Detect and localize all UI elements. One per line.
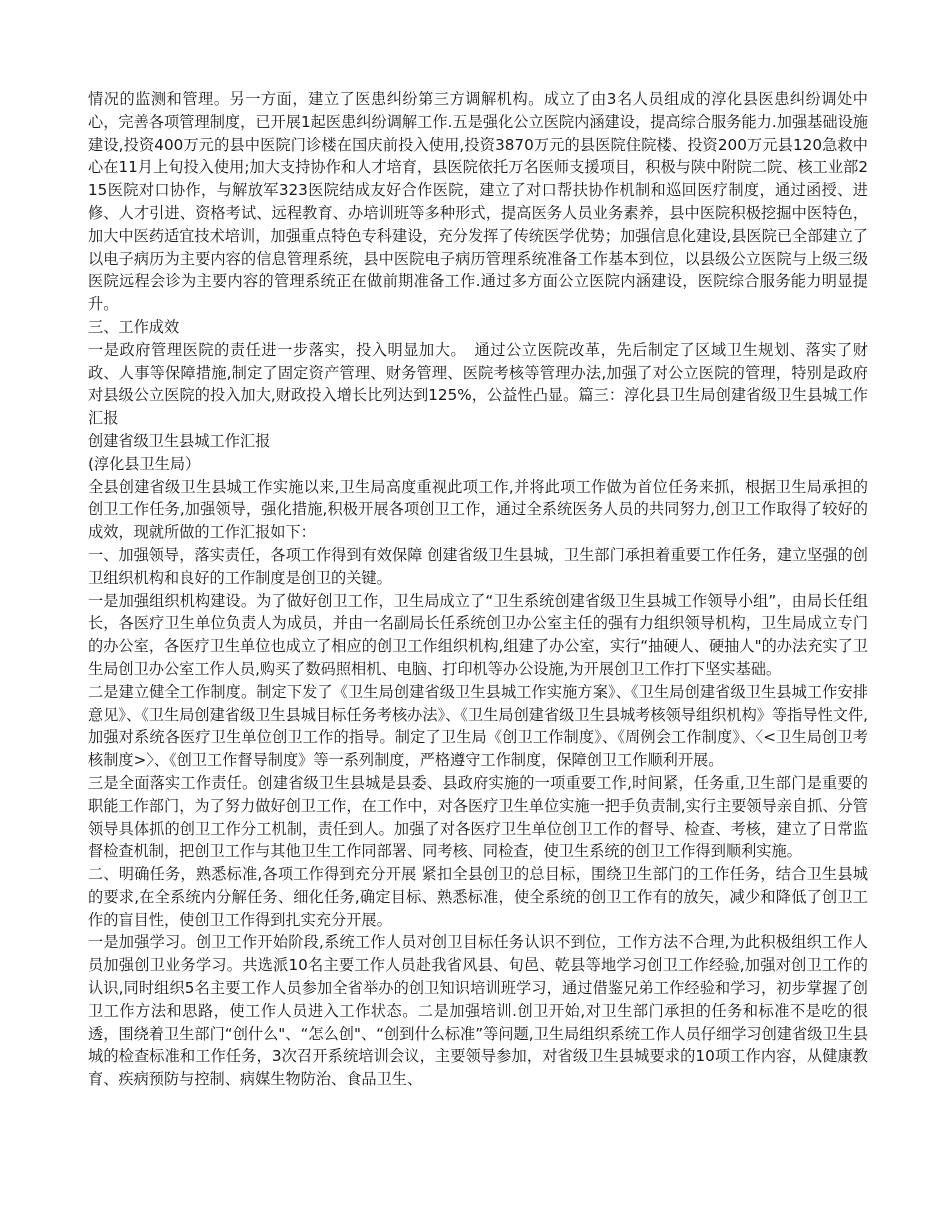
body-paragraph: 一是加强组织机构建设。为了做好创卫工作，卫生局成立了“卫生系统创建省级卫生县城工作领导小组”，由局长任组长，各医疗卫生单位负责人为成员，并由一名副局长任系统创卫办公室主任的强有力组织领导机构，卫生局成立专门的办公室，各医疗卫生单位也成立了相应的创卫工作组织机构,组建了办公室，实行“抽硬人、硬抽人"的办法充实了卫生局创卫办公室工作人员,购买了数码照相机、电脑、打印机等办公设施,为开展创卫工作打下坚实基础。 bbox=[88, 591, 868, 678]
body-paragraph: 一是加强学习。创卫工作开始阶段,系统工作人员对创卫目标任务认识不到位，工作方法不合理,为此积极组织工作人员加强创卫业务学习。共选派10名主要工作人员赴我省风县、旬邑、乾县等地学习创卫工作经验,加强对创卫工作的认识,同时组织5名主要工作人员参加全省举办的创卫知识培训班学习，通过借鉴兄弟工作经验和学习，初步掌握了创卫工作方法和思路，使工作人员进入工作状态。二是加强培训.创卫开始,对卫生部门承担的任务和标准不是吃的很透，围绕着卫生部门“创什么"、“怎么创"、“创到什么标准”等问题,卫生局组织系统工作人员仔细学习创建省级卫生县城的检查标准和工作任务，3次召开系统培训会议，主要领导参加，对省级卫生县城要求的10项工作内容，从健康教育、疾病预防与控制、病媒生物防治、食品卫生、 bbox=[88, 933, 868, 1089]
body-paragraph: 二是建立健全工作制度。制定下发了《卫生局创建省级卫生县城工作实施方案》、《卫生局创建省级卫生县城工作安排意见》、《卫生局创建省级卫生县城目标任务考核办法》、《卫生局创建省级卫生县城考核领导组织机构》等指导性文件,加强对系统各医疗卫生单位创卫工作的指导。制定了卫生局《创卫工作制度》、《周例会工作制度》、〈<卫生局创卫考核制度>〉、《创卫工作督导制度》等一系列制度，严格遵守工作制度，保障创卫工作顺利开展。 bbox=[88, 682, 868, 770]
body-paragraph: 三是全面落实工作责任。创建省级卫生县城是县委、县政府实施的一项重要工作,时间紧，任务重,卫生部门是重要的职能工作部门，为了努力做好创卫工作，在工作中，对各医疗卫生单位实施一把手负责制,实行主要领导亲自抓、分管领导具体抓的创卫工作分工机制，责任到人。加强了对各医疗卫生单位创卫工作的督导、检查、考核，建立了日常监督检查机制，把创卫工作与其他卫生工作同部署、同考核、同检查，使卫生系统的创卫工作得到顺利实施。 bbox=[88, 773, 868, 861]
report-title: 创建省级卫生县城工作汇报 bbox=[88, 431, 271, 450]
section-heading-paragraph: 二、明确任务，熟悉标准,各项工作得到充分开展 紧扣全县创卫的总目标，围绕卫生部门的工作任务，结合卫生县城的要求,在全系统内分解任务、细化任务,确定目标、熟悉标准，使全系统的创卫工作有的放矢，减少和降低了创卫工作的盲目性，使创卫工作得到扎实充分开展。 bbox=[88, 865, 868, 929]
body-paragraph: 全县创建省级卫生县城工作实施以来,卫生局高度重视此项工作,并将此项工作做为首位任务来抓，根据卫生局承担的创卫工作任务,加强领导，强化措施,积极开展各项创卫工作，通过全系统医务人员的共同努力,创卫工作取得了较好的成效，现就所做的工作汇报如下： bbox=[88, 477, 868, 542]
body-paragraph: 一是政府管理医院的责任进一步落实，投入明显加大。 通过公立医院改革，先后制定了区域卫生规划、落实了财政、人事等保障措施,制定了固定资产管理、财务管理、医院考核等管理办法,加强了对公立医院的管理，特别是政府对县级公立医院的投入加大,财政投入增长比列达到125%，公益性凸显。篇三：淳化县卫生局创建省级卫生县城工作汇报 bbox=[88, 340, 868, 428]
body-paragraph: 情况的监测和管理。另一方面，建立了医患纠纷第三方调解机构。成立了由3名人员组成的淳化县医患纠纷调处中心，完善各项管理制度，已开展1起医患纠纷调解工作.五是强化公立医院内涵建设，提高综合服务能力.加强基础设施建设,投资400万元的县中医院门诊楼在国庆前投入使用,投资3870万元的县医院住院楼、投资200万元县120急救中心在11月上旬投入使用;加大支持协作和人才培育，县医院依托万名医师支援项目，积极与陕中附院二院、核工业部215医院对口协作，与解放军323医院结成友好合作医院，建立了对口帮扶协作机制和巡回医疗制度，通过函授、进修、人才引进、资格考试、远程教育、办培训班等多种形式，提高医务人员业务素养，县中医院积极挖掘中医特色，加大中医药适宜技术培训，加强重点特色专科建设，充分发挥了传统医学优势；加强信息化建设,县医院已全部建立了以电子病历为主要内容的信息管理系统，县中医院电子病历管理系统准备工作基本到位，以县级公立医院与上级三级医院远程会诊为主要内容的管理系统正在做前期准备工作.通过多方面公立医院内涵建设，医院综合服务能力明显提升。 bbox=[88, 90, 868, 314]
document-page bbox=[88, 88, 868, 1091]
report-author: (淳化县卫生局） bbox=[88, 454, 201, 473]
section-heading: 三、工作成效 bbox=[88, 317, 180, 336]
section-heading-paragraph: 一、加强领导，落实责任，各项工作得到有效保障 创建省级卫生县城，卫生部门承担着重要工作任务，建立坚强的创卫组织机构和良好的工作制度是创卫的关键。 bbox=[88, 545, 868, 587]
